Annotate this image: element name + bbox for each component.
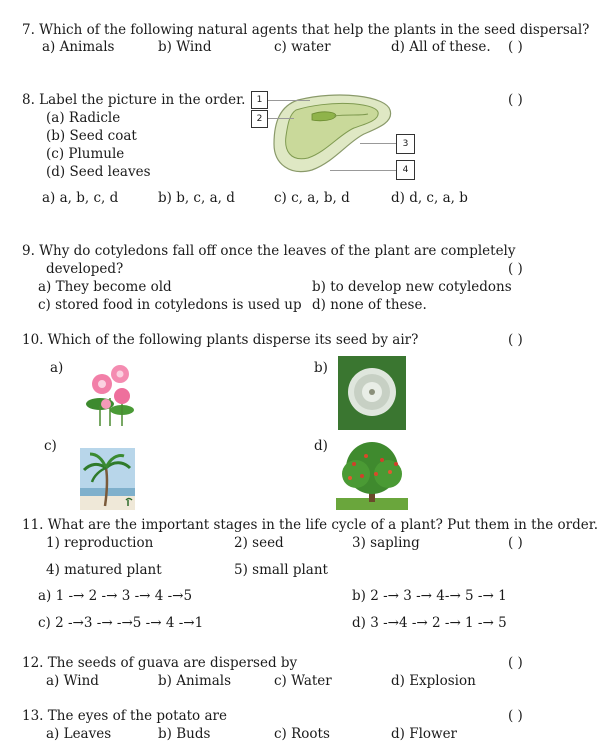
q13-option-c[interactable]: c) Roots [274,726,330,742]
label-1-leader [268,100,310,101]
q8-option-c[interactable]: c) c, a, b, d [274,190,350,206]
q8-item-a: (a) Radicle [46,110,121,126]
q8-item-d: (d) Seed leaves [46,164,151,180]
q11-stage-1: 1) reproduction [46,535,154,551]
dandelion-seedhead-image[interactable] [338,356,406,430]
q13-question: 13. The eyes of the potato are [22,708,227,724]
q11-option-d[interactable]: d) 3 -→4 -→ 2 -→ 1 -→ 5 [352,615,507,631]
q9-option-c[interactable]: c) stored food in cotyledons is used up [38,297,302,313]
q13-answer-box[interactable]: ( ) [508,708,523,724]
q12-option-b[interactable]: b) Animals [158,673,232,689]
q12-option-d[interactable]: d) Explosion [391,673,476,689]
q7-option-d[interactable]: d) All of these. [391,39,491,55]
q11-stage-2: 2) seed [234,535,284,551]
q8-question: 8. Label the picture in the order. [22,92,246,108]
q11-stage-4: 4) matured plant [46,562,162,578]
q9-answer-box[interactable]: ( ) [508,261,523,277]
q9-question-cont: developed? [46,261,124,277]
q11-option-c[interactable]: c) 2 -→3 -→ -→5 -→ 4 -→1 [38,615,204,631]
q11-stage-5: 5) small plant [234,562,328,578]
q7-option-c[interactable]: c) water [274,39,331,55]
q13-option-b[interactable]: b) Buds [158,726,211,742]
lotus-flower-image[interactable] [80,358,138,428]
q10-question: 10. Which of the following plants disperse its seed by air? [22,332,419,348]
q10-option-a-label[interactable]: a) [50,360,64,376]
label-4-leader [330,170,396,171]
q10-option-b-label[interactable]: b) [314,360,328,376]
label-2-leader [268,118,294,119]
q10-answer-box[interactable]: ( ) [508,332,523,348]
label-4-box: 4 [396,160,415,180]
q8-option-d[interactable]: d) d, c, a, b [391,190,468,206]
label-1-box: 1 [251,91,268,109]
q7-question: 7. Which of the following natural agents that help the plants in the seed dispersal? [22,22,590,38]
label-3-box: 3 [396,134,415,154]
palm-tree-image[interactable] [80,448,135,510]
q11-question: 11. What are the important stages in the life cycle of a plant? Put them in the order. [22,517,599,533]
q12-answer-box[interactable]: ( ) [508,655,523,671]
q8-answer-box[interactable]: ( ) [508,92,523,108]
q8-option-a[interactable]: a) a, b, c, d [42,190,119,206]
q12-question: 12. The seeds of guava are dispersed by [22,655,298,671]
label-3-leader [360,143,396,144]
fruit-tree-image[interactable] [336,440,408,510]
q7-option-a[interactable]: a) Animals [42,39,115,55]
q12-option-c[interactable]: c) Water [274,673,332,689]
q9-option-d[interactable]: d) none of these. [312,297,427,313]
q13-option-a[interactable]: a) Leaves [46,726,112,742]
q11-option-a[interactable]: a) 1 -→ 2 -→ 3 -→ 4 -→5 [38,588,193,604]
q11-option-b[interactable]: b) 2 -→ 3 -→ 4-→ 5 -→ 1 [352,588,507,604]
q8-item-c: (c) Plumule [46,146,125,162]
q11-stage-3: 3) sapling [352,535,420,551]
q8-option-b[interactable]: b) b, c, a, d [158,190,235,206]
label-2-box: 2 [251,110,268,128]
q7-answer-box[interactable]: ( ) [508,39,523,55]
q9-option-b[interactable]: b) to develop new cotyledons [312,279,512,295]
q7-option-b[interactable]: b) Wind [158,39,212,55]
q13-option-d[interactable]: d) Flower [391,726,458,742]
q10-option-d-label[interactable]: d) [314,438,328,454]
q9-question: 9. Why do cotyledons fall off once the leaves of the plant are completely [22,243,516,259]
q8-item-b: (b) Seed coat [46,128,137,144]
q10-option-c-label[interactable]: c) [44,438,57,454]
q9-option-a[interactable]: a) They become old [38,279,172,295]
q12-option-a[interactable]: a) Wind [46,673,99,689]
seed-diagram [268,92,400,176]
q11-answer-box[interactable]: ( ) [508,535,523,551]
